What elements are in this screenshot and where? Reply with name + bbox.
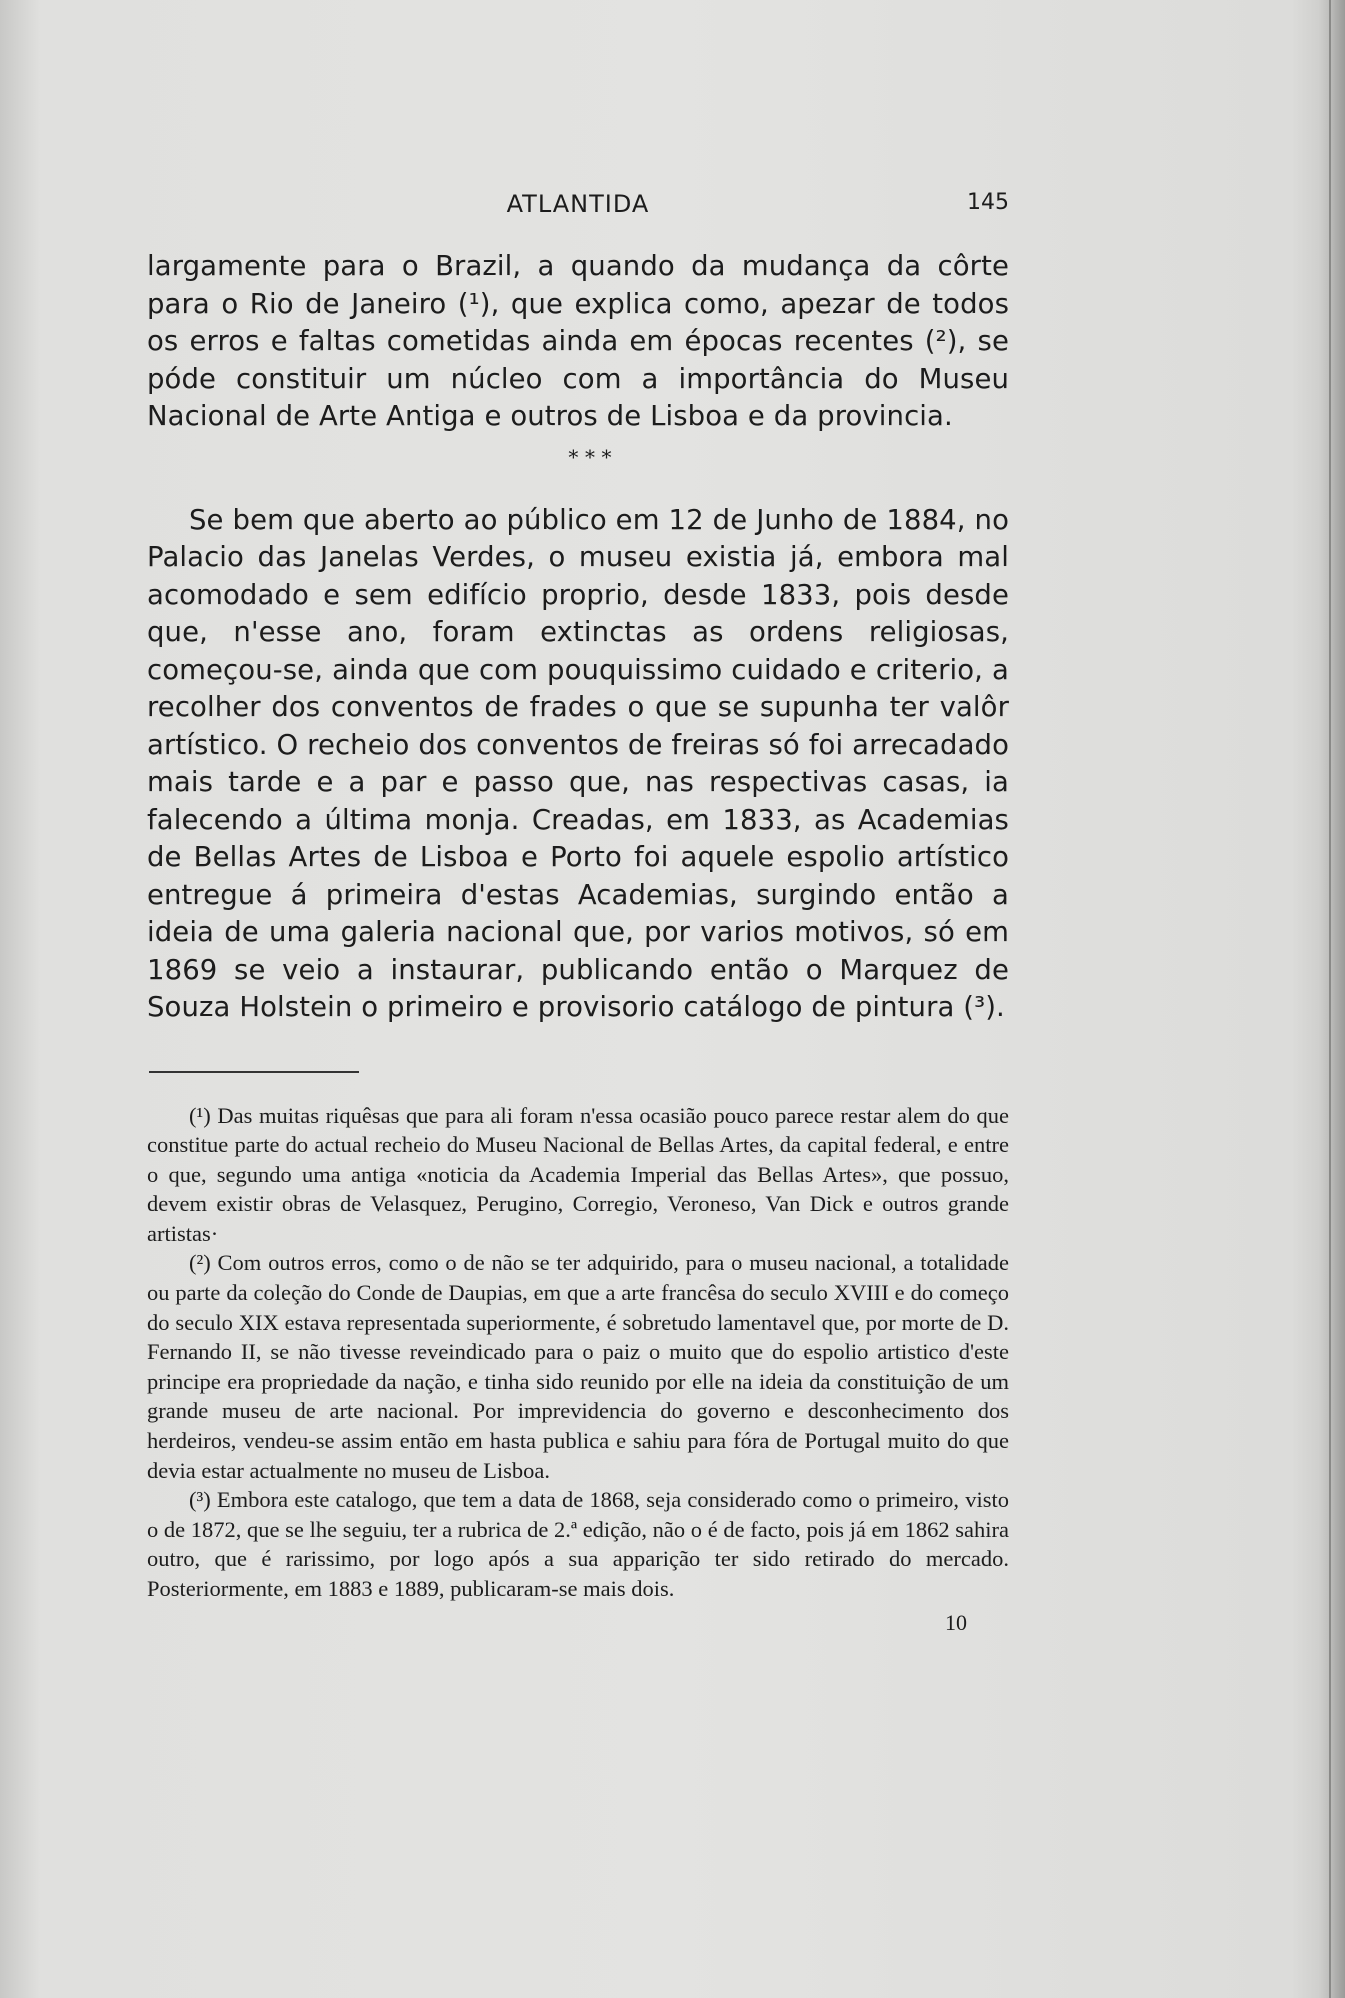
paragraph-2: Se bem que aberto ao público em 12 de Junho de 1884, no Palacio das Janelas Verdes, o museu existia já, embora mal acomodado e sem edifício proprio, desde 1833, pois desde que, n'esse ano, foram extinctas as ordens religiosas, começou-se, ainda que com pouquissimo cuidado e criterio, a recolher dos conventos de frades o que se supunha ter valôr artístico. O recheio dos conventos de freiras só foi arrecadado mais tarde e a par e passo que, nas respectivas casas, ia falecendo a última monja. Creadas, em 1833, as Academias de Bellas Artes de Lisboa e Porto foi aquele espolio artístico entregue á primeira d'estas Academias, surgindo então a ideia de uma galeria nacional que, por varios motivos, só em 1869 se veio a instaurar, publicando então o Marquez de Souza Holstein o primeiro e provisorio catálogo de pintura (³). bbox=[147, 503, 1009, 1023]
running-title: ATLANTIDA bbox=[506, 190, 650, 218]
page-edge bbox=[1319, 0, 1345, 1998]
footnote-2: (²) Com outros erros, como o de não se ter adquirido, para o museu nacional, a totalidade ou parte da coleção do Conde de Daupias, em que a arte francêsa do seculo XVIII e do começo do seculo XIX estava representada superiormente, é sobretudo lamentavel que, por morte de D. Fernando II, se não tivesse reveindicado para o paiz o muito que do espolio artistico d'este principe era propriedade da nação, e tinha sido reunido por elle na ideia da constituição de um grande museu de arte nacional. Por imprevidencia do governo e desconhecimento dos herdeiros, vendeu-se assim então em hasta publica e sahiu para fóra de Portugal muito do que devia estar actualmente no museu de Lisboa. bbox=[147, 1250, 1009, 1483]
page-content bbox=[147, 184, 1009, 1636]
page-edge-line bbox=[1329, 0, 1331, 1998]
page-number: 145 bbox=[967, 190, 1009, 215]
footnote-rule bbox=[149, 1071, 359, 1073]
footnote-3: (³) Embora este catalogo, que tem a data de 1868, seja considerado como o primeiro, visto o de 1872, que se lhe seguiu, ter a rubrica de 2.ª edição, não o é de facto, pois já em 1862 sahira outro, que é rarissimo, por logo após a sua apparição ter sido retirado do mercado. Posteriormente, em 1883 e 1889, publicaram-se mais dois. bbox=[147, 1487, 1009, 1601]
body-text bbox=[147, 248, 1009, 1027]
paragraph-1: largamente para o Brazil, a quando da mudança da côrte para o Rio de Janeiro (¹), que explica como, apezar de todos os erros e faltas cometidas ainda em épocas recentes (²), se póde constituir um núcleo com a importância do Museu Nacional de Arte Antiga e outros de Lisboa e da provincia. bbox=[147, 250, 1009, 432]
asterism-separator: * * * bbox=[568, 444, 612, 469]
running-header bbox=[147, 184, 1009, 224]
footnote-1: (¹) Das muitas riquêsas que para ali foram n'essa ocasião pouco parece restar alem do que constitue parte do actual recheio do Museu Nacional de Bellas Artes, da capital federal, e entre o que, segundo uma antiga «noticia da Academia Imperial das Bellas Artes», que possuo, devem existir obras de Velasquez, Perugino, Corregio, Veroneso, Van Dick e outros grande artistas· bbox=[147, 1102, 1009, 1246]
footnotes bbox=[147, 1101, 1009, 1604]
printer-signature: 10 bbox=[945, 1609, 967, 1635]
